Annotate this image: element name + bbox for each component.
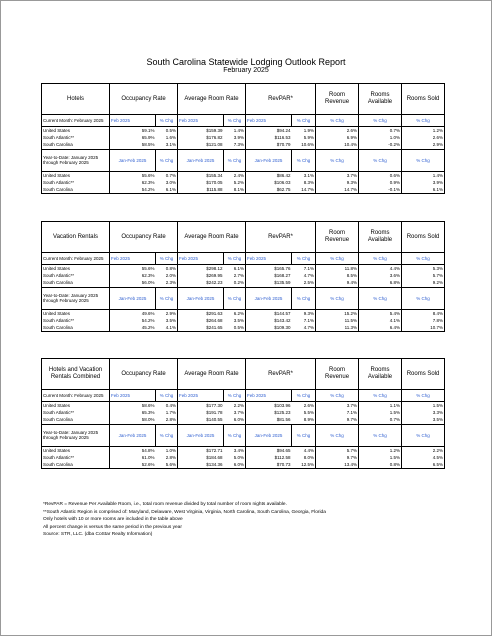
stat-value: $115.88 [178,186,224,194]
stat-value: 3.5% [233,317,245,323]
stat-value: 2.2% [233,403,245,409]
pct-chg-label: % Chg [316,149,359,171]
pct-chg-label: % Chg [402,390,445,402]
pct-chg-label: % Chg [292,253,316,265]
stat-value: 1.1% [359,402,402,410]
stat-value: 3.6% [359,272,402,279]
pct-chg-label: % Chg [316,287,359,309]
table-row [42,446,445,454]
section-title: Vacation Rentals [42,222,110,253]
pct-chg-label: % Chg [359,149,402,171]
table-row [42,409,445,416]
stat-value: 0.7% [165,172,177,178]
stat-value: $94.24 [246,127,292,135]
stat-value: 52.6% [110,461,156,469]
stat-value: 62.3% [110,179,156,186]
pct-chg-label: % Chg [224,287,246,309]
stat-value: $94.65 [246,446,292,454]
stat-value: $81.56 [246,416,292,424]
stat-value: $165.76 [246,265,292,273]
stat-value: -0.1% [359,186,402,194]
pct-chg-label: % Chg [292,390,316,402]
header-rooms-sold: Rooms Sold [402,359,445,390]
section-title: Hotels and Vacation Rentals Combined [42,359,110,390]
stat-value: $168.27 [246,272,292,279]
ytd-label: Year-to-Date: January 2025 through February 2025 [42,424,110,446]
period-label: Feb 2025 [178,390,224,402]
period-label: Feb 2025 [178,115,224,127]
stat-value: 61.0% [110,454,156,461]
stat-value: 9.3% [303,310,315,316]
table-row [42,317,445,324]
stat-value: 6.0% [233,417,245,423]
stat-value: $242.23 [178,279,224,287]
stat-value: 0.4% [165,403,177,409]
stat-value: 2.8% [165,454,177,460]
header-occupancy: Occupancy Rate [110,359,178,390]
region-name: South Carolina [42,186,110,194]
stat-value: 6.1% [165,187,177,193]
stat-value: $176.82 [178,134,224,141]
stat-value: 58.5% [110,141,156,149]
stat-value: 5.9% [303,135,315,141]
stat-value: 59.1% [110,127,156,135]
stat-value: 0.9% [359,179,402,186]
stat-value: 6.9% [316,134,359,141]
footnote-percent-change: All percent change is versus the same period in the previous year [43,524,182,530]
pct-chg-label: % Chg [402,424,445,446]
stat-value: 2.6% [402,134,445,141]
lodging-table-0 [41,83,445,194]
table-row [42,186,445,194]
header-room-revenue: Room Revenue [316,84,359,115]
period-label: Jan-Feb 2025 [246,424,292,446]
stat-value: $159.39 [178,127,224,135]
pct-chg-label: % Chg [316,115,359,127]
current-month-subheader-row [42,253,445,265]
stat-value: 45.2% [110,324,156,332]
stat-value: 7.1% [303,266,315,272]
stat-value: 6.1% [402,186,445,194]
stat-value: 11.8% [316,265,359,273]
header-rooms-available: Rooms Available [359,84,402,115]
stat-value: 7.8% [402,317,445,324]
table-row [42,141,445,149]
region-name: South Carolina [42,324,110,332]
pct-chg-label: % Chg [156,424,178,446]
pct-chg-label: % Chg [292,424,316,446]
stat-value: 5.3% [402,265,445,273]
stat-value: 3.7% [316,402,359,410]
header-revpar: RevPAR* [246,359,316,390]
report-title: South Carolina Statewide Lodging Outlook Report [146,57,346,67]
stat-value: 2.0% [165,273,177,279]
stat-value: 58.0% [110,416,156,424]
stat-value: 49.6% [110,309,156,317]
stat-value: $135.59 [246,279,292,287]
stat-value: 5.6% [165,462,177,468]
pct-chg-label: % Chg [359,390,402,402]
region-name: South Atlantic** [42,317,110,324]
stat-value: 3.4% [233,447,245,453]
stat-value: 4.7% [303,325,315,331]
stat-value: 3.7% [233,410,245,416]
region-name: United States [42,265,110,273]
stat-value: 8.1% [233,187,245,193]
period-label: Feb 2025 [178,253,224,265]
stat-value: 3.5% [402,416,445,424]
stat-value: 0.8% [359,461,402,469]
stat-value: 1.0% [165,447,177,453]
region-name: South Carolina [42,461,110,469]
region-name: South Atlantic** [42,454,110,461]
pct-chg-label: % Chg [224,424,246,446]
stat-value: 1.5% [359,454,402,461]
pct-chg-label: % Chg [224,149,246,171]
pct-chg-label: % Chg [316,253,359,265]
table-row [42,461,445,469]
header-room-revenue: Room Revenue [316,359,359,390]
footnote-south-atlantic: **South Atlantic Region is comprised of: Maryland, Delaware, West Virginia, Virginia, North Carolina, South Carolina, Georgia, Florida [43,509,326,515]
stat-value: 5.0% [233,454,245,460]
stat-value: 2.6% [316,127,359,135]
stat-value: 55.6% [110,265,156,273]
pct-chg-label: % Chg [224,390,246,402]
stat-value: 1.0% [359,134,402,141]
table-row [42,454,445,461]
stat-value: $103.96 [246,402,292,410]
period-label: Feb 2025 [246,390,292,402]
stat-value: $264.68 [178,317,224,324]
period-label: Jan-Feb 2025 [246,149,292,171]
stat-value: 54.8% [110,446,156,454]
stat-value: 7.1% [303,317,315,323]
stat-value: 1.9% [303,128,315,134]
table-row [42,309,445,317]
region-name: South Atlantic** [42,179,110,186]
stat-value: $298.12 [178,265,224,273]
region-name: South Carolina [42,416,110,424]
table-header-row [42,359,445,390]
table-header-row [42,84,445,115]
stat-value: 2.8% [165,417,177,423]
stat-value: 3.0% [165,179,177,185]
region-name: South Atlantic** [42,272,110,279]
stat-value: 0.5% [233,325,245,331]
stat-value: 10.6% [301,142,315,148]
stat-value: 2.3% [165,280,177,286]
stat-value: $291.63 [178,309,224,317]
stat-value: 9.7% [316,416,359,424]
region-name: South Carolina [42,279,110,287]
stat-value: 1.6% [165,135,177,141]
stat-value: 7.1% [316,409,359,416]
stat-value: 54.2% [110,317,156,324]
stat-value: $116.53 [246,134,292,141]
stat-value: 15.2% [316,309,359,317]
footnote-hotel-size: Only hotels with 10 or more rooms are included in the table above [43,517,183,523]
footnote-source: Source: STR, LLC. (dba CoStar Realty Information) [43,532,153,538]
stat-value: 6.4% [359,324,402,332]
table-row [42,272,445,279]
stat-value: $269.95 [178,272,224,279]
stat-value: 6.5% [402,461,445,469]
stat-value: 9.3% [316,179,359,186]
lodging-table-2 [41,358,445,469]
stat-value: $106.03 [246,179,292,186]
region-name: United States [42,309,110,317]
stat-value: 6.1% [233,266,245,272]
stat-value: 6.2% [233,310,245,316]
stat-value: 6.0% [233,462,245,468]
stat-value: 2.6% [303,403,315,409]
stat-value: 3.3% [402,409,445,416]
stat-value: $86.42 [246,171,292,179]
current-month-label: Current Month: February 2025 [42,253,110,265]
stat-value: 56.0% [110,279,156,287]
stat-value: 5.7% [316,446,359,454]
stat-value: 2.9% [402,141,445,149]
stat-value: 2.7% [233,273,245,279]
pct-chg-label: % Chg [292,115,316,127]
period-label: Jan-Feb 2025 [110,424,156,446]
region-name: South Atlantic** [42,134,110,141]
stat-value: $112.58 [246,454,292,461]
header-adr: Average Room Rate [178,222,246,253]
pct-chg-label: % Chg [292,287,316,309]
stat-value: 11.5% [316,317,359,324]
period-label: Feb 2025 [110,115,156,127]
stat-value: 1.2% [402,127,445,135]
region-name: South Carolina [42,141,110,149]
region-name: United States [42,127,110,135]
ytd-subheader-row [42,149,445,171]
stat-value: 0.2% [233,280,245,286]
header-occupancy: Occupancy Rate [110,222,178,253]
header-occupancy: Occupancy Rate [110,84,178,115]
stat-value: 10.7% [402,324,445,332]
stat-value: 4.5% [402,454,445,461]
stat-value: 4.7% [303,273,315,279]
region-name: United States [42,402,110,410]
pct-chg-label: % Chg [156,287,178,309]
period-label: Jan-Feb 2025 [110,149,156,171]
stat-value: 3.9% [402,179,445,186]
period-label: Jan-Feb 2025 [178,424,224,446]
stat-value: 55.6% [110,171,156,179]
ytd-subheader-row [42,287,445,309]
pct-chg-label: % Chg [359,115,402,127]
pct-chg-label: % Chg [402,149,445,171]
pct-chg-label: % Chg [402,253,445,265]
header-rooms-available: Rooms Available [359,222,402,253]
stat-value: 8.4% [402,309,445,317]
pct-chg-label: % Chg [224,253,246,265]
pct-chg-label: % Chg [156,149,178,171]
stat-value: 9.4% [316,279,359,287]
ytd-label: Year-to-Date: January 2025 through February 2025 [42,287,110,309]
stat-value: 1.5% [359,409,402,416]
pct-chg-label: % Chg [156,390,178,402]
stat-value: 1.4% [233,128,245,134]
pct-chg-label: % Chg [316,390,359,402]
stat-value: 2.4% [233,172,245,178]
stat-value: 3.7% [316,171,359,179]
pct-chg-label: % Chg [402,115,445,127]
stat-value: $70.79 [246,141,292,149]
stat-value: $191.78 [178,409,224,416]
stat-value: 8.5% [316,272,359,279]
stat-value: 4.1% [165,325,177,331]
stat-value: 5.5% [303,410,315,416]
period-label: Feb 2025 [246,115,292,127]
stat-value: 5.4% [359,309,402,317]
stat-value: $62.75 [246,186,292,194]
period-label: Jan-Feb 2025 [110,287,156,309]
stat-value: 0.6% [359,171,402,179]
period-label: Jan-Feb 2025 [246,287,292,309]
header-revpar: RevPAR* [246,84,316,115]
stat-value: 58.6% [110,402,156,410]
stat-value: $170.05 [178,179,224,186]
stat-value: $177.30 [178,402,224,410]
pct-chg-label: % Chg [316,424,359,446]
stat-value: $155.34 [178,171,224,179]
stat-value: $144.57 [246,309,292,317]
stat-value: $109.30 [246,324,292,332]
pct-chg-label: % Chg [402,287,445,309]
stat-value: 1.7% [165,410,177,416]
stat-value: 8.3% [303,179,315,185]
footnotes [43,501,463,539]
stat-value: 4.1% [359,317,402,324]
stat-value: 11.3% [316,324,359,332]
stat-value: 0.7% [359,416,402,424]
stat-value: 54.2% [110,186,156,194]
stat-value: 13.4% [316,461,359,469]
stat-value: 9.7% [316,454,359,461]
header-rooms-available: Rooms Available [359,359,402,390]
stat-value: $172.71 [178,446,224,454]
header-revpar: RevPAR* [246,222,316,253]
stat-value: 65.9% [110,134,156,141]
stat-value: 8.9% [303,417,315,423]
stat-value: $125.23 [246,409,292,416]
stat-value: 6.8% [359,279,402,287]
header-room-revenue: Room Revenue [316,222,359,253]
stat-value: -0.2% [359,141,402,149]
stat-value: 3.1% [303,172,315,178]
stat-value: 4.4% [359,265,402,273]
pct-chg-label: % Chg [359,253,402,265]
stat-value: $121.08 [178,141,224,149]
pct-chg-label: % Chg [292,149,316,171]
period-label: Jan-Feb 2025 [178,287,224,309]
pct-chg-label: % Chg [359,287,402,309]
table-row [42,265,445,273]
table-row [42,134,445,141]
header-rooms-sold: Rooms Sold [402,84,445,115]
current-month-label: Current Month: February 2025 [42,390,110,402]
stat-value: 10.4% [316,141,359,149]
stat-value: 8.0% [303,454,315,460]
stat-value: 0.5% [165,128,177,134]
report-subtitle: February 2025 [223,67,269,74]
table-row [42,324,445,332]
table-header-row [42,222,445,253]
stat-value: 14.7% [301,187,315,193]
stat-value: 12.5% [301,462,315,468]
stat-value: 1.5% [402,402,445,410]
pct-chg-label: % Chg [359,424,402,446]
lodging-table-1 [41,221,445,332]
stat-value: 2.5% [303,280,315,286]
current-month-subheader-row [42,115,445,127]
stat-value: 3.1% [165,142,177,148]
section-title: Hotels [42,84,110,115]
stat-value: 7.3% [233,142,245,148]
ytd-label: Year-to-Date: January 2025 through February 2025 [42,149,110,171]
period-label: Feb 2025 [246,253,292,265]
stat-value: 2.2% [402,446,445,454]
stat-value: $241.65 [178,324,224,332]
period-label: Jan-Feb 2025 [178,149,224,171]
footnote-revpar: *RevPAR = Revenue Per Available Room, i.e., total room revenue divided by total number of room nights available. [43,502,287,507]
table-row [42,127,445,135]
table-row [42,416,445,424]
region-name: South Atlantic** [42,409,110,416]
region-name: United States [42,446,110,454]
table-row [42,171,445,179]
stat-value: 3.9% [233,135,245,141]
ytd-subheader-row [42,424,445,446]
stat-value: 0.8% [165,266,177,272]
period-label: Feb 2025 [110,253,156,265]
stat-value: 5.2% [233,179,245,185]
stat-value: 3.5% [165,317,177,323]
table-row [42,402,445,410]
stat-value: 4.4% [303,447,315,453]
stat-value: 14.7% [316,186,359,194]
current-month-subheader-row [42,390,445,402]
stat-value: $143.42 [246,317,292,324]
stat-value: $140.55 [178,416,224,424]
current-month-label: Current Month: February 2025 [42,115,110,127]
pct-chg-label: % Chg [156,253,178,265]
stat-value: $184.68 [178,454,224,461]
stat-value: 2.9% [165,310,177,316]
table-row [42,279,445,287]
header-rooms-sold: Rooms Sold [402,222,445,253]
stat-value: 62.3% [110,272,156,279]
pct-chg-label: % Chg [156,115,178,127]
table-row [42,179,445,186]
region-name: United States [42,171,110,179]
stat-value: 1.4% [402,171,445,179]
stat-value: 5.7% [402,272,445,279]
stat-value: 65.3% [110,409,156,416]
stat-value: 0.7% [359,127,402,135]
header-adr: Average Room Rate [178,84,246,115]
header-adr: Average Room Rate [178,359,246,390]
period-label: Feb 2025 [110,390,156,402]
stat-value: 1.2% [359,446,402,454]
stat-value: 9.2% [402,279,445,287]
stat-value: $134.36 [178,461,224,469]
stat-value: $70.73 [246,461,292,469]
pct-chg-label: % Chg [224,115,246,127]
